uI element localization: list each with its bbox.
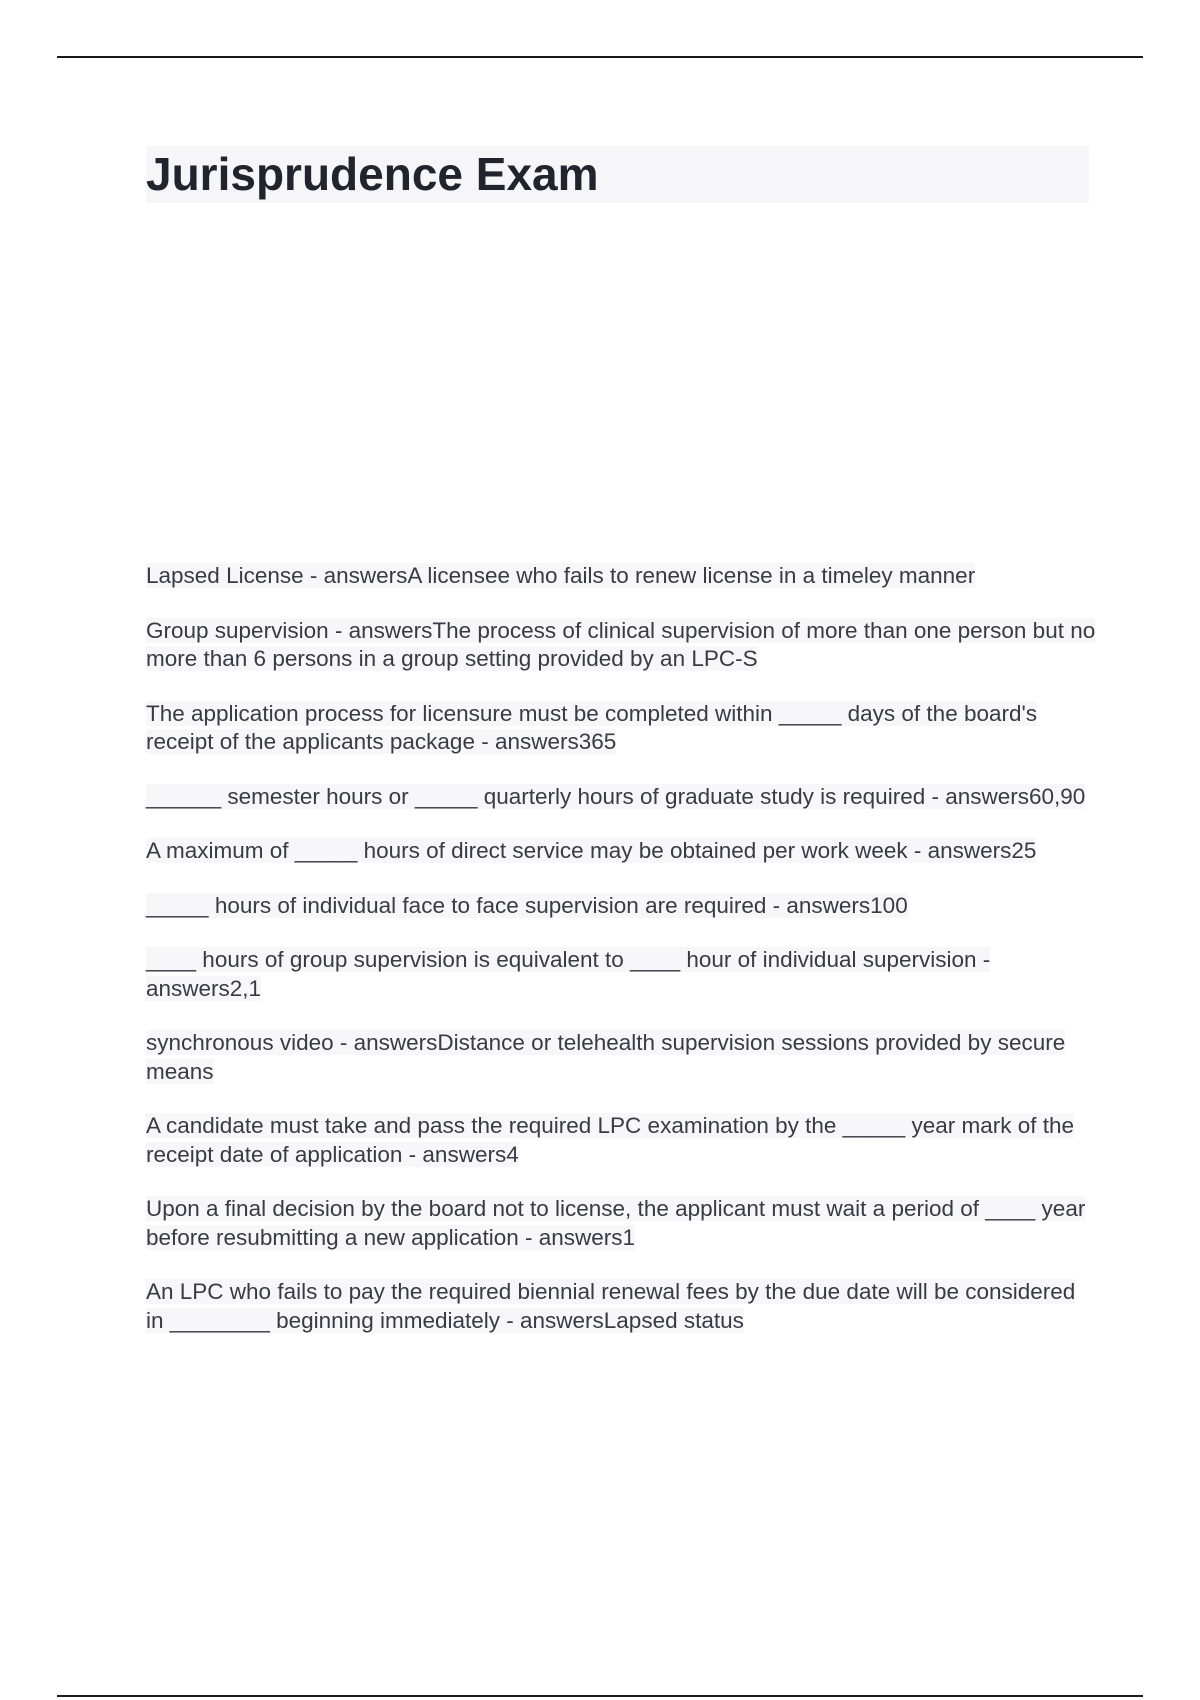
flashcard-text: Group supervision - answersThe process of clinical supervision of more than one person but no more than 6 persons in a group setting provided by an LPC-S bbox=[146, 617, 1096, 671]
flashcard-text: An LPC who fails to pay the required biennial renewal fees by the due date will be considered in ________ beginning immediately - answersLapsed status bbox=[146, 1279, 1076, 1333]
top-rule bbox=[57, 56, 1143, 58]
flashcard-text: Lapsed License - answersA licensee who fails to renew license in a timeley manner bbox=[146, 563, 976, 588]
flashcard-text: ______ semester hours or _____ quarterly hours of graduate study is required - answers60,90 bbox=[146, 783, 1086, 809]
flashcard-text: The application process for licensure must be completed within _____ days of the board's receipt of the applicants package - answers365 bbox=[146, 700, 1038, 754]
page-title: Jurisprudence Exam bbox=[146, 148, 599, 200]
flashcard-item bbox=[146, 946, 1096, 1003]
flashcard-item bbox=[146, 1195, 1096, 1252]
bottom-rule bbox=[57, 1695, 1143, 1697]
flashcard-item bbox=[146, 1112, 1096, 1169]
flashcard-item bbox=[146, 562, 1096, 591]
flashcard-list bbox=[146, 562, 1096, 1361]
flashcard-item bbox=[146, 617, 1096, 674]
flashcard-text: _____ hours of individual face to face supervision are required - answers100 bbox=[146, 892, 908, 918]
flashcard-text: Upon a final decision by the board not to license, the applicant must wait a period of ____ year before resubmitting a new application - answers1 bbox=[146, 1196, 1086, 1250]
flashcard-item bbox=[146, 1029, 1096, 1086]
flashcard-text: A candidate must take and pass the required LPC examination by the _____ year mark of the receipt date of application - answers4 bbox=[146, 1113, 1075, 1167]
flashcard-item bbox=[146, 700, 1096, 757]
flashcard-text: synchronous video - answersDistance or telehealth supervision sessions provided by secure means bbox=[146, 1030, 1066, 1084]
flashcard-item bbox=[146, 892, 1096, 921]
flashcard-item bbox=[146, 1278, 1096, 1335]
flashcard-text: ____ hours of group supervision is equivalent to ____ hour of individual supervision - answers2,1 bbox=[146, 947, 991, 1001]
flashcard-item bbox=[146, 783, 1096, 812]
flashcard-text: A maximum of _____ hours of direct service may be obtained per work week - answers25 bbox=[146, 838, 1037, 863]
flashcard-item bbox=[146, 837, 1096, 866]
